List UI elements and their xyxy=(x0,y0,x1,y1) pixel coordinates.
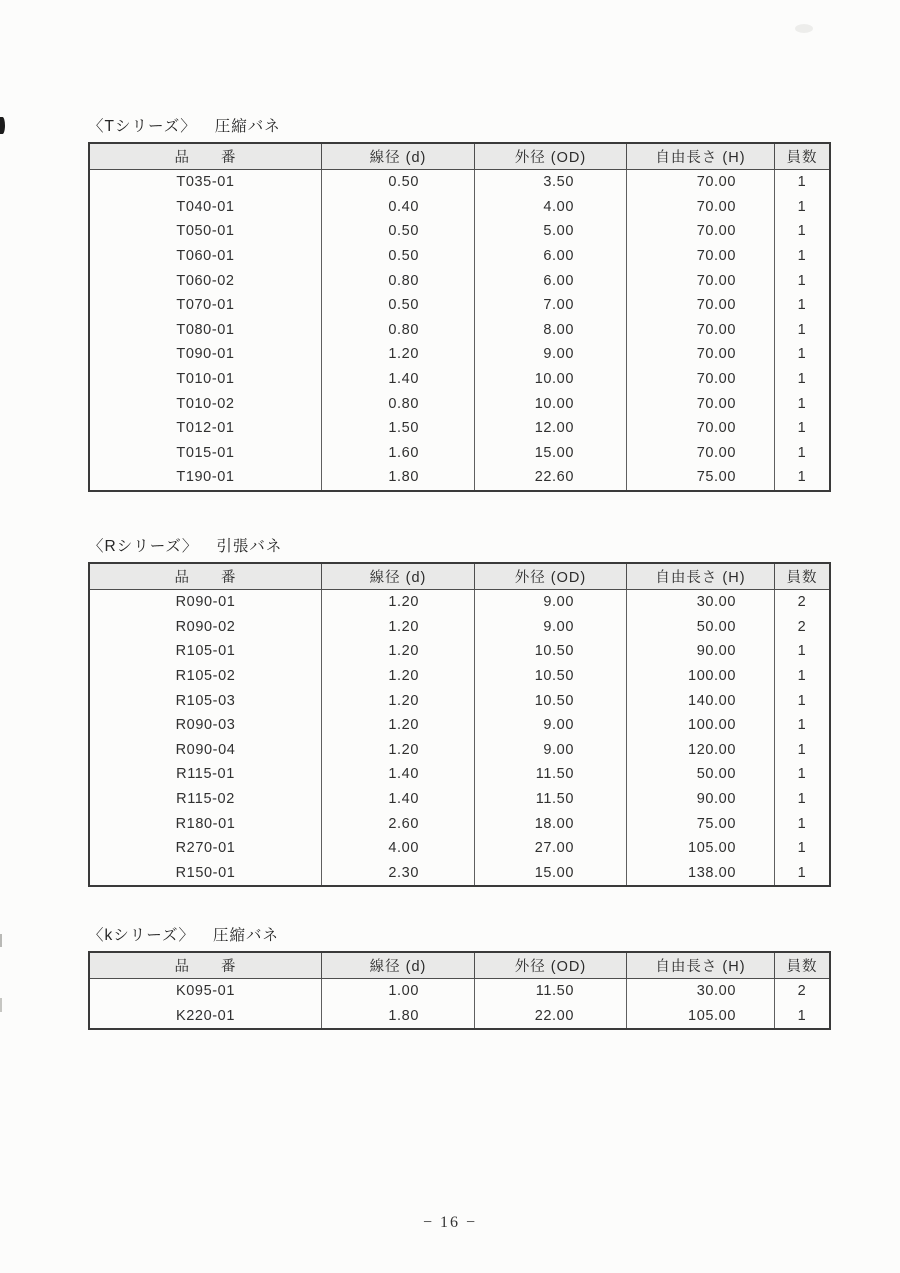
table-row xyxy=(89,688,830,713)
table-row xyxy=(89,342,830,367)
column-header: 自由長さ (H) xyxy=(627,563,775,590)
free-length-cell: 70.00 xyxy=(627,441,775,466)
outer-diameter-cell: 8.00 xyxy=(475,318,627,343)
column-header: 品 番 xyxy=(89,143,322,170)
wire-diameter-cell: 0.50 xyxy=(322,244,475,269)
quantity-cell: 1 xyxy=(775,811,831,836)
table-row xyxy=(89,1004,830,1030)
part-number-cell: T010-01 xyxy=(89,367,322,392)
outer-diameter-cell: 11.50 xyxy=(475,979,627,1004)
outer-diameter-cell: 10.00 xyxy=(475,367,627,392)
column-header: 員数 xyxy=(775,563,831,590)
part-number-cell: R115-02 xyxy=(89,787,322,812)
part-number-cell: R115-01 xyxy=(89,762,322,787)
part-number-cell: R150-01 xyxy=(89,861,322,887)
column-header: 外径 (OD) xyxy=(475,563,627,590)
free-length-cell: 50.00 xyxy=(627,762,775,787)
table-row xyxy=(89,170,830,195)
quantity-cell: 1 xyxy=(775,391,831,416)
free-length-cell: 30.00 xyxy=(627,979,775,1004)
free-length-cell: 105.00 xyxy=(627,836,775,861)
free-length-cell: 70.00 xyxy=(627,342,775,367)
outer-diameter-cell: 10.00 xyxy=(475,391,627,416)
quantity-cell: 2 xyxy=(775,979,831,1004)
free-length-cell: 70.00 xyxy=(627,244,775,269)
free-length-cell: 105.00 xyxy=(627,1004,775,1030)
part-number-cell: T190-01 xyxy=(89,465,322,491)
outer-diameter-cell: 18.00 xyxy=(475,811,627,836)
outer-diameter-cell: 9.00 xyxy=(475,615,627,640)
column-header: 外径 (OD) xyxy=(475,143,627,170)
table-row xyxy=(89,441,830,466)
free-length-cell: 70.00 xyxy=(627,293,775,318)
free-length-cell: 75.00 xyxy=(627,811,775,836)
scan-edge-artifact xyxy=(0,117,5,134)
outer-diameter-cell: 6.00 xyxy=(475,244,627,269)
free-length-cell: 100.00 xyxy=(627,713,775,738)
column-header: 外径 (OD) xyxy=(475,952,627,979)
outer-diameter-cell: 9.00 xyxy=(475,738,627,763)
wire-diameter-cell: 1.20 xyxy=(322,713,475,738)
outer-diameter-cell: 22.00 xyxy=(475,1004,627,1030)
free-length-cell: 70.00 xyxy=(627,219,775,244)
outer-diameter-cell: 10.50 xyxy=(475,639,627,664)
part-number-cell: K095-01 xyxy=(89,979,322,1004)
t-series-title xyxy=(88,117,829,136)
table-row xyxy=(89,293,830,318)
spring-type-label: 圧縮バネ xyxy=(212,927,279,944)
k-series-title xyxy=(88,926,829,945)
table-row xyxy=(89,367,830,392)
quantity-cell: 1 xyxy=(775,762,831,787)
quantity-cell: 1 xyxy=(775,170,831,195)
k-series-section xyxy=(88,926,829,1030)
free-length-cell: 70.00 xyxy=(627,391,775,416)
quantity-cell: 1 xyxy=(775,244,831,269)
part-number-cell: T035-01 xyxy=(89,170,322,195)
wire-diameter-cell: 1.20 xyxy=(322,738,475,763)
column-header: 品 番 xyxy=(89,952,322,979)
page-number: − 16 − xyxy=(422,1214,478,1231)
part-number-cell: R105-02 xyxy=(89,664,322,689)
quantity-cell: 1 xyxy=(775,219,831,244)
scan-edge-artifact xyxy=(0,934,2,947)
table-row xyxy=(89,244,830,269)
free-length-cell: 50.00 xyxy=(627,615,775,640)
free-length-cell: 138.00 xyxy=(627,861,775,887)
wire-diameter-cell: 1.80 xyxy=(322,465,475,491)
free-length-cell: 70.00 xyxy=(627,318,775,343)
table-row xyxy=(89,664,830,689)
quantity-cell: 1 xyxy=(775,713,831,738)
column-header: 品 番 xyxy=(89,563,322,590)
free-length-cell: 70.00 xyxy=(627,268,775,293)
wire-diameter-cell: 1.20 xyxy=(322,342,475,367)
outer-diameter-cell: 22.60 xyxy=(475,465,627,491)
part-number-cell: R105-01 xyxy=(89,639,322,664)
outer-diameter-cell: 27.00 xyxy=(475,836,627,861)
table-row xyxy=(89,391,830,416)
free-length-cell: 70.00 xyxy=(627,416,775,441)
quantity-cell: 1 xyxy=(775,836,831,861)
t-series-section xyxy=(88,117,829,492)
quantity-cell: 1 xyxy=(775,861,831,887)
free-length-cell: 120.00 xyxy=(627,738,775,763)
part-number-cell: K220-01 xyxy=(89,1004,322,1030)
series-label: 〈Rシリーズ〉 xyxy=(88,538,199,555)
outer-diameter-cell: 12.00 xyxy=(475,416,627,441)
wire-diameter-cell: 0.50 xyxy=(322,170,475,195)
r-series-title xyxy=(88,537,829,556)
table-row xyxy=(89,195,830,220)
outer-diameter-cell: 15.00 xyxy=(475,861,627,887)
outer-diameter-cell: 9.00 xyxy=(475,590,627,615)
free-length-cell: 30.00 xyxy=(627,590,775,615)
table-row xyxy=(89,738,830,763)
free-length-cell: 100.00 xyxy=(627,664,775,689)
quantity-cell: 2 xyxy=(775,590,831,615)
column-header: 員数 xyxy=(775,952,831,979)
column-header: 線径 (d) xyxy=(322,563,475,590)
part-number-cell: T060-02 xyxy=(89,268,322,293)
table-row xyxy=(89,268,830,293)
part-number-cell: R180-01 xyxy=(89,811,322,836)
scan-edge-artifact xyxy=(0,998,2,1012)
quantity-cell: 1 xyxy=(775,195,831,220)
quantity-cell: 1 xyxy=(775,465,831,491)
part-number-cell: R090-03 xyxy=(89,713,322,738)
wire-diameter-cell: 1.60 xyxy=(322,441,475,466)
outer-diameter-cell: 10.50 xyxy=(475,664,627,689)
quantity-cell: 1 xyxy=(775,639,831,664)
spring-type-label: 圧縮バネ xyxy=(214,118,281,135)
part-number-cell: T010-02 xyxy=(89,391,322,416)
scan-smudge-artifact xyxy=(795,24,813,33)
outer-diameter-cell: 9.00 xyxy=(475,342,627,367)
r-series-table xyxy=(88,562,831,887)
free-length-cell: 140.00 xyxy=(627,688,775,713)
quantity-cell: 1 xyxy=(775,416,831,441)
column-header: 線径 (d) xyxy=(322,143,475,170)
spring-type-label: 引張バネ xyxy=(216,538,283,555)
part-number-cell: R090-02 xyxy=(89,615,322,640)
outer-diameter-cell: 6.00 xyxy=(475,268,627,293)
part-number-cell: R090-04 xyxy=(89,738,322,763)
outer-diameter-cell: 5.00 xyxy=(475,219,627,244)
wire-diameter-cell: 0.80 xyxy=(322,318,475,343)
part-number-cell: T080-01 xyxy=(89,318,322,343)
free-length-cell: 70.00 xyxy=(627,195,775,220)
outer-diameter-cell: 7.00 xyxy=(475,293,627,318)
part-number-cell: R090-01 xyxy=(89,590,322,615)
r-series-section xyxy=(88,537,829,887)
wire-diameter-cell: 2.60 xyxy=(322,811,475,836)
wire-diameter-cell: 0.50 xyxy=(322,293,475,318)
outer-diameter-cell: 11.50 xyxy=(475,787,627,812)
table-row xyxy=(89,762,830,787)
part-number-cell: R270-01 xyxy=(89,836,322,861)
table-row xyxy=(89,861,830,887)
wire-diameter-cell: 4.00 xyxy=(322,836,475,861)
quantity-cell: 1 xyxy=(775,664,831,689)
free-length-cell: 90.00 xyxy=(627,639,775,664)
column-header: 自由長さ (H) xyxy=(627,143,775,170)
table-row xyxy=(89,979,830,1004)
quantity-cell: 1 xyxy=(775,367,831,392)
table-row xyxy=(89,615,830,640)
table-row xyxy=(89,639,830,664)
table-row xyxy=(89,811,830,836)
wire-diameter-cell: 0.50 xyxy=(322,219,475,244)
column-header: 自由長さ (H) xyxy=(627,952,775,979)
outer-diameter-cell: 9.00 xyxy=(475,713,627,738)
k-series-table xyxy=(88,951,831,1030)
table-row xyxy=(89,787,830,812)
part-number-cell: T060-01 xyxy=(89,244,322,269)
part-number-cell: T050-01 xyxy=(89,219,322,244)
quantity-cell: 1 xyxy=(775,268,831,293)
quantity-cell: 1 xyxy=(775,688,831,713)
table-row xyxy=(89,836,830,861)
quantity-cell: 2 xyxy=(775,615,831,640)
wire-diameter-cell: 1.80 xyxy=(322,1004,475,1030)
outer-diameter-cell: 15.00 xyxy=(475,441,627,466)
free-length-cell: 90.00 xyxy=(627,787,775,812)
outer-diameter-cell: 3.50 xyxy=(475,170,627,195)
series-label: 〈Tシリーズ〉 xyxy=(88,118,197,135)
wire-diameter-cell: 1.20 xyxy=(322,688,475,713)
free-length-cell: 70.00 xyxy=(627,367,775,392)
outer-diameter-cell: 11.50 xyxy=(475,762,627,787)
quantity-cell: 1 xyxy=(775,293,831,318)
free-length-cell: 70.00 xyxy=(627,170,775,195)
column-header: 線径 (d) xyxy=(322,952,475,979)
wire-diameter-cell: 0.40 xyxy=(322,195,475,220)
quantity-cell: 1 xyxy=(775,787,831,812)
wire-diameter-cell: 0.80 xyxy=(322,268,475,293)
quantity-cell: 1 xyxy=(775,1004,831,1030)
wire-diameter-cell: 1.20 xyxy=(322,639,475,664)
wire-diameter-cell: 2.30 xyxy=(322,861,475,887)
part-number-cell: T040-01 xyxy=(89,195,322,220)
quantity-cell: 1 xyxy=(775,342,831,367)
outer-diameter-cell: 4.00 xyxy=(475,195,627,220)
part-number-cell: T070-01 xyxy=(89,293,322,318)
wire-diameter-cell: 1.40 xyxy=(322,762,475,787)
part-number-cell: T012-01 xyxy=(89,416,322,441)
series-label: 〈kシリーズ〉 xyxy=(88,927,195,944)
quantity-cell: 1 xyxy=(775,441,831,466)
header-row xyxy=(89,952,830,979)
wire-diameter-cell: 1.20 xyxy=(322,590,475,615)
wire-diameter-cell: 1.40 xyxy=(322,367,475,392)
table-row xyxy=(89,318,830,343)
wire-diameter-cell: 1.20 xyxy=(322,615,475,640)
free-length-cell: 75.00 xyxy=(627,465,775,491)
wire-diameter-cell: 1.50 xyxy=(322,416,475,441)
header-row xyxy=(89,143,830,170)
wire-diameter-cell: 1.40 xyxy=(322,787,475,812)
quantity-cell: 1 xyxy=(775,738,831,763)
table-row xyxy=(89,465,830,491)
outer-diameter-cell: 10.50 xyxy=(475,688,627,713)
header-row xyxy=(89,563,830,590)
wire-diameter-cell: 1.00 xyxy=(322,979,475,1004)
table-row xyxy=(89,219,830,244)
table-row xyxy=(89,713,830,738)
table-row xyxy=(89,416,830,441)
quantity-cell: 1 xyxy=(775,318,831,343)
part-number-cell: R105-03 xyxy=(89,688,322,713)
t-series-table xyxy=(88,142,831,492)
column-header: 員数 xyxy=(775,143,831,170)
part-number-cell: T015-01 xyxy=(89,441,322,466)
wire-diameter-cell: 0.80 xyxy=(322,391,475,416)
wire-diameter-cell: 1.20 xyxy=(322,664,475,689)
table-row xyxy=(89,590,830,615)
part-number-cell: T090-01 xyxy=(89,342,322,367)
